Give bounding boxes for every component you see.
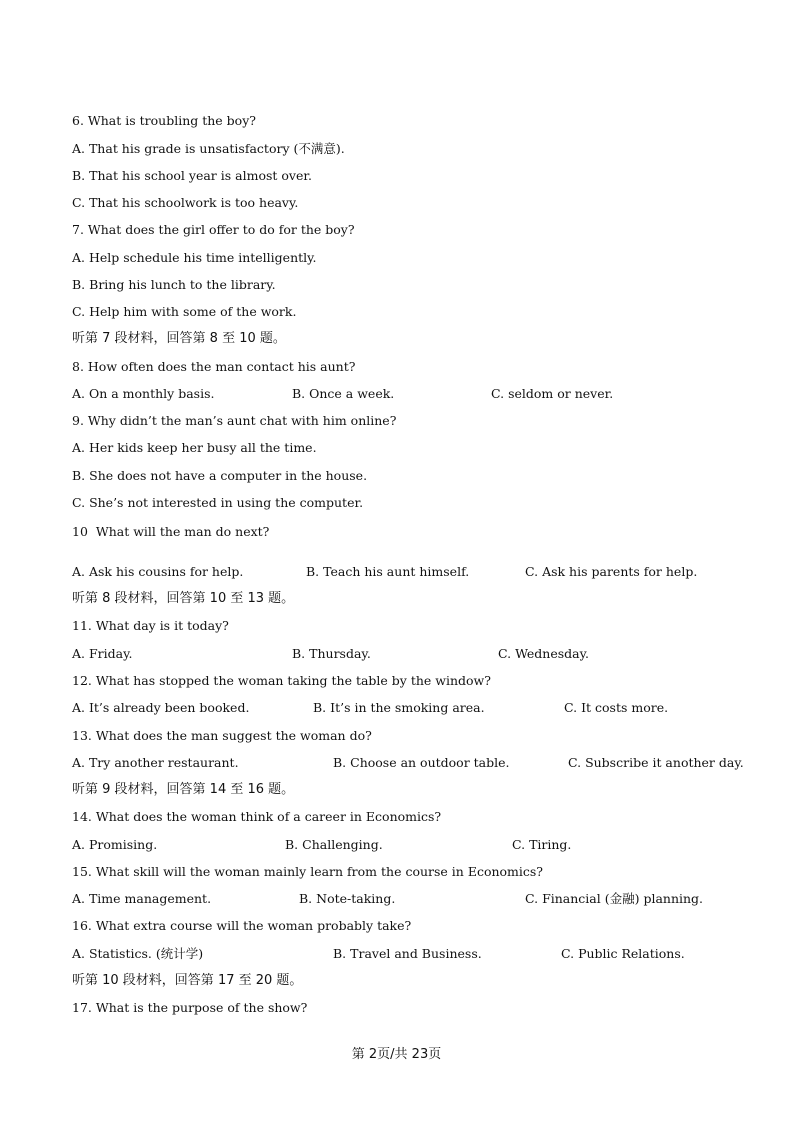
question-6-option-a: A. That his grade is unsatisfactory (不满意). (72, 141, 345, 156)
question-7-stem: 7. What does the girl offer to do for the boy? (72, 222, 355, 237)
question-16-option-a: A. Statistics. (统计学) (72, 946, 204, 961)
question-9-stem: 9. Why didn’t the man’s aunt chat with him online? (72, 413, 397, 428)
question-9-option-c: C. She’s not interested in using the computer. (72, 495, 364, 510)
question-9-option-a: A. Her kids keep her busy all the time. (72, 440, 317, 455)
question-15-option-b: B. Note-taking. (299, 891, 396, 906)
question-12-stem: 12. What has stopped the woman taking the table by the window? (72, 673, 491, 688)
question-8-option-c: C. seldom or never. (491, 386, 614, 401)
question-10-option-a: A. Ask his cousins for help. (72, 564, 244, 579)
question-14-stem: 14. What does the woman think of a career in Economics? (72, 809, 442, 824)
question-16-option-c: C. Public Relations. (561, 946, 685, 961)
question-10-option-c: C. Ask his parents for help. (525, 564, 698, 579)
question-12-option-b: B. It’s in the smoking area. (313, 700, 485, 715)
question-11-option-c: C. Wednesday. (498, 646, 589, 661)
question-8-option-a: A. On a monthly basis. (72, 386, 215, 401)
question-16-stem: 16. What extra course will the woman probably take? (72, 918, 412, 933)
question-6-option-b: B. That his school year is almost over. (72, 168, 312, 183)
question-9-option-b: B. She does not have a computer in the house. (72, 468, 368, 483)
question-10-stem: 10 What will the man do next? (72, 524, 270, 539)
question-8-option-b: B. Once a week. (292, 386, 395, 401)
section-9-heading: 听第 9 段材料，回答第 14 至 16 题。 (72, 782, 295, 797)
question-16-option-b: B. Travel and Business. (333, 946, 482, 961)
page-footer: 第 2页/共 23页 (351, 1047, 442, 1062)
question-15-option-a: A. Time management. (72, 891, 212, 906)
question-11-option-a: A. Friday. (72, 646, 133, 661)
question-12-option-c: C. It costs more. (564, 700, 669, 715)
question-11-option-b: B. Thursday. (292, 646, 371, 661)
section-10-heading: 听第 10 段材料，回答第 17 至 20 题。 (72, 973, 303, 988)
question-11-stem: 11. What day is it today? (72, 618, 229, 633)
question-10-option-b: B. Teach his aunt himself. (306, 564, 470, 579)
question-13-option-b: B. Choose an outdoor table. (333, 755, 510, 770)
question-7-option-b: B. Bring his lunch to the library. (72, 277, 276, 292)
question-6-stem: 6. What is troubling the boy? (72, 113, 256, 128)
question-13-option-a: A. Try another restaurant. (72, 755, 239, 770)
question-8-stem: 8. How often does the man contact his aunt? (72, 359, 356, 374)
question-15-stem: 15. What skill will the woman mainly learn from the course in Economics? (72, 864, 544, 879)
question-13-stem: 13. What does the man suggest the woman do? (72, 728, 372, 743)
question-14-option-a: A. Promising. (72, 837, 158, 852)
question-12-option-a: A. It’s already been booked. (72, 700, 250, 715)
section-8-heading: 听第 8 段材料，回答第 10 至 13 题。 (72, 591, 295, 606)
question-14-option-b: B. Challenging. (285, 837, 383, 852)
question-7-option-c: C. Help him with some of the work. (72, 304, 297, 319)
question-13-option-c: C. Subscribe it another day. (568, 755, 744, 770)
question-7-option-a: A. Help schedule his time intelligently. (72, 250, 317, 265)
question-14-option-c: C. Tiring. (512, 837, 572, 852)
question-17-stem: 17. What is the purpose of the show? (72, 1000, 308, 1015)
question-6-option-c: C. That his schoolwork is too heavy. (72, 195, 299, 210)
section-7-heading: 听第 7 段材料，回答第 8 至 10 题。 (72, 331, 286, 346)
question-15-option-c: C. Financial (金融) planning. (525, 891, 704, 906)
